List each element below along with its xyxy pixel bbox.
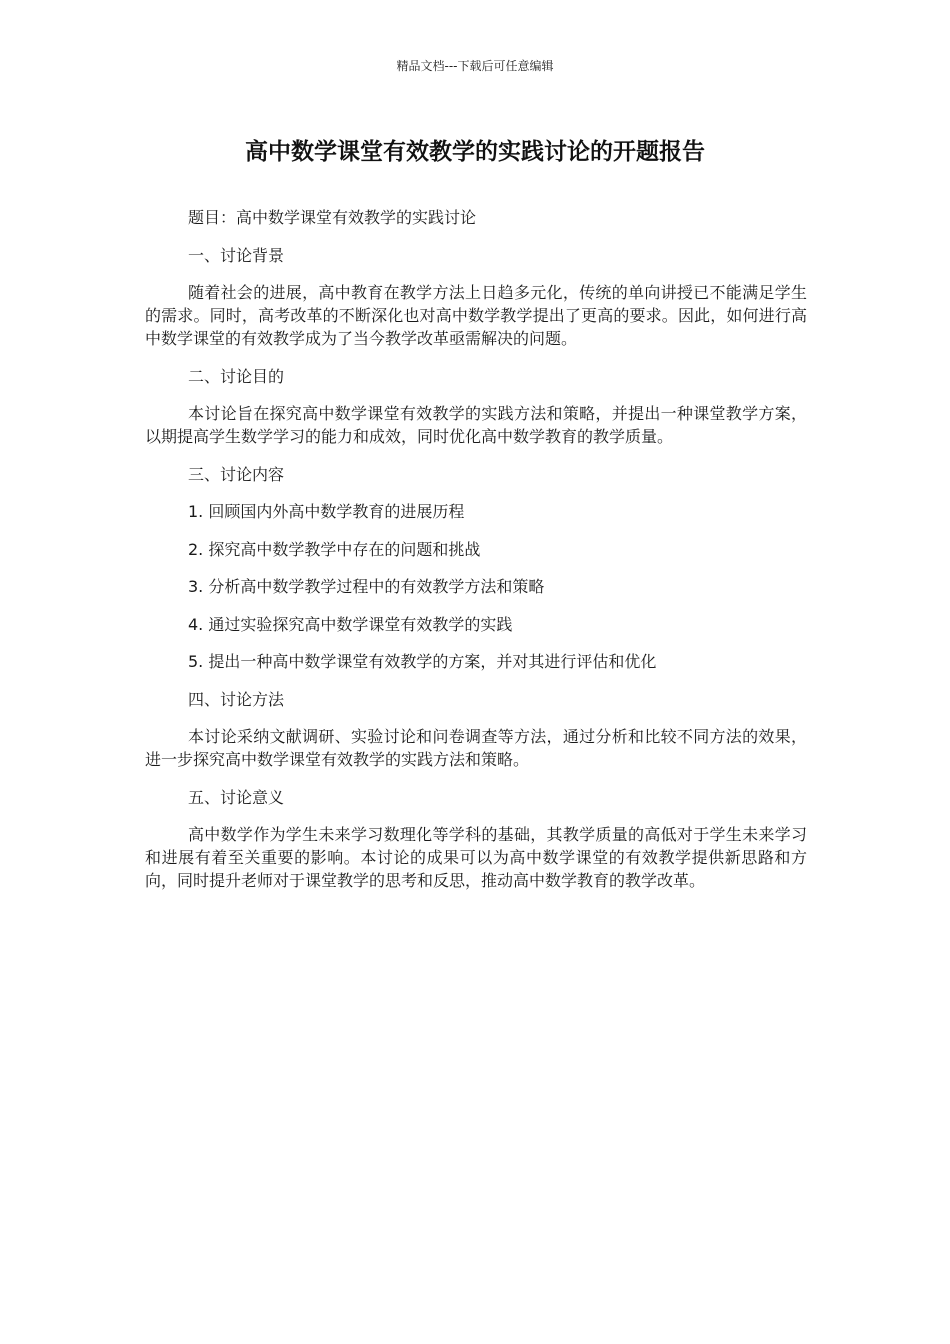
section-heading-purpose: 二、讨论目的 — [188, 366, 285, 386]
document-title: 高中数学课堂有效教学的实践讨论的开题报告 — [245, 139, 705, 165]
document-body — [145, 206, 807, 907]
significance-paragraph: 高中数学作为学生未来学习数理化等学科的基础，其教学质量的高低对于学生未来学习和进展有着至关重要的影响。本讨论的成果可以为高中数学课堂的有效教学提供新思路和方向，同时提升老师对于课堂教学的思考和反思，推动高中数学教育的教学改革。 — [145, 825, 807, 890]
header-note: 精品文档---下载后可任意编辑 — [396, 59, 554, 73]
section-heading-background: 一、讨论背景 — [188, 245, 285, 265]
content-item-2: 2. 探究高中数学教学中存在的问题和挑战 — [188, 539, 481, 559]
content-item-5: 5. 提出一种高中数学课堂有效教学的方案，并对其进行评估和优化 — [188, 652, 657, 671]
topic-line: 题目：高中数学课堂有效教学的实践讨论 — [188, 208, 477, 227]
content-item-4: 4. 通过实验探究高中数学课堂有效教学的实践 — [188, 614, 513, 634]
section-heading-content: 三、讨论内容 — [188, 464, 285, 484]
background-paragraph: 随着社会的进展，高中教育在教学方法上日趋多元化，传统的单向讲授已不能满足学生的需求。同时，高考改革的不断深化也对高中数学教学提出了更高的要求。因此，如何进行高中数学课堂的有效教学成为了当今教学改革亟需解决的问题。 — [145, 283, 807, 348]
section-heading-method: 四、讨论方法 — [188, 689, 285, 709]
section-heading-significance: 五、讨论意义 — [188, 787, 285, 807]
purpose-paragraph: 本讨论旨在探究高中数学课堂有效教学的实践方法和策略，并提出一种课堂教学方案，以期提高学生数学学习的能力和成效，同时优化高中数学教育的教学质量。 — [145, 404, 807, 446]
content-item-1: 1. 回顾国内外高中数学教育的进展历程 — [188, 502, 465, 521]
method-paragraph: 本讨论采纳文献调研、实验讨论和问卷调查等方法，通过分析和比较不同方法的效果，进一步探究高中数学课堂有效教学的实践方法和策略。 — [145, 727, 807, 769]
content-item-3: 3. 分析高中数学教学过程中的有效教学方法和策略 — [188, 577, 545, 596]
